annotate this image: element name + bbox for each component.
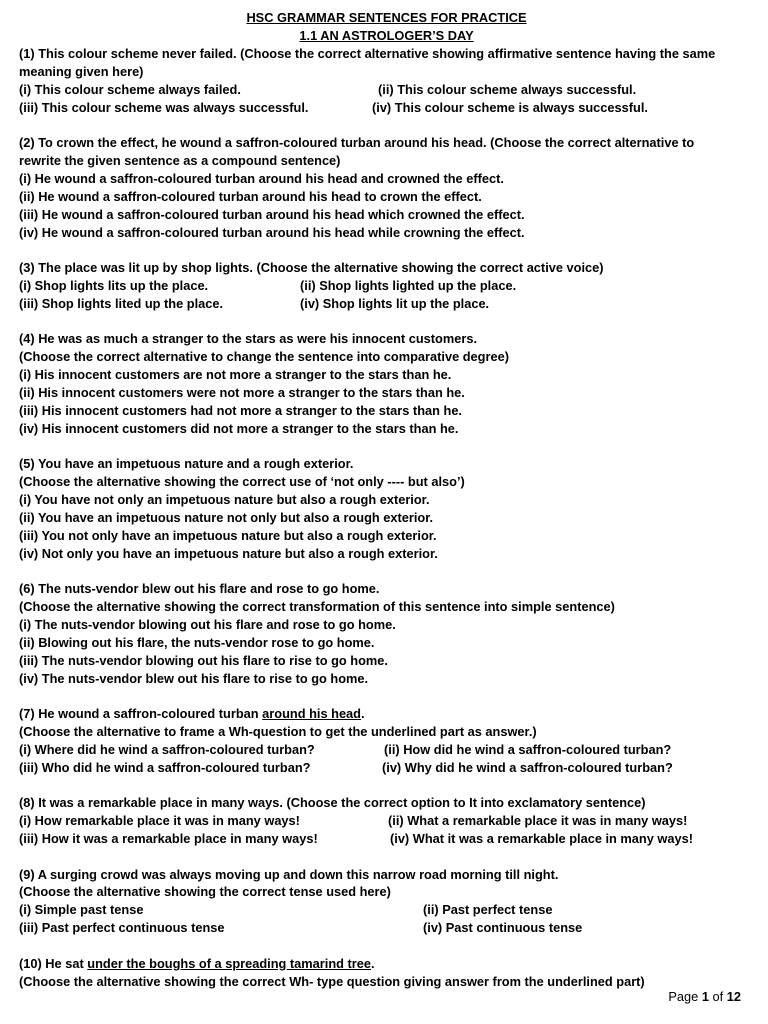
option: (iv) What it was a remarkable place in many ways! — [390, 831, 693, 847]
question-text — [19, 705, 754, 723]
option-row — [19, 812, 754, 830]
option: (i) Where did he wind a saffron-coloured turban? — [19, 741, 315, 757]
option: (ii) He wound a saffron-coloured turban around his head to crown the effect. — [19, 188, 482, 204]
question-3 — [19, 259, 754, 313]
option: (i) Simple past tense — [19, 902, 144, 918]
option-row — [19, 81, 754, 99]
option: (i) His innocent customers are not more a stranger to the stars than he. — [19, 367, 452, 383]
option-row — [19, 901, 754, 919]
page-number — [668, 988, 741, 1006]
question-text: (Choose the correct alternative to change the sentence into comparative degree) — [19, 349, 509, 365]
question-4 — [19, 330, 754, 437]
option: (iv) Past continuous tense — [423, 920, 583, 936]
question-5 — [19, 455, 754, 562]
option: (ii) What a remarkable place it was in many ways! — [388, 813, 688, 829]
option: (i) This colour scheme always failed. — [19, 81, 241, 97]
question-text: rewrite the given sentence as a compound sentence) — [19, 153, 341, 169]
question-text: (Choose the alternative showing the correct use of ‘not only ---- but also’) — [19, 474, 465, 490]
option: (i) The nuts-vendor blowing out his flare and rose to go home. — [19, 617, 396, 633]
question-text: (Choose the alternative showing the correct transformation of this sentence into simple sentence) — [19, 599, 615, 615]
option: (iii) Past perfect continuous tense — [19, 920, 225, 936]
underlined-phrase: under the boughs of a spreading tamarind tree — [87, 955, 371, 971]
question-text: (3) The place was lit up by shop lights. (Choose the alternative showing the correct active voice) — [19, 260, 604, 276]
option: (iii) You not only have an impetuous nature but also a rough exterior. — [19, 527, 437, 543]
option: (iii) The nuts-vendor blowing out his flare to rise to go home. — [19, 652, 388, 668]
option: (iv) Shop lights lit up the place. — [300, 295, 490, 311]
question-text: (8) It was a remarkable place in many ways. (Choose the correct option to It into exclamatory sentence) — [19, 795, 646, 811]
question-8 — [19, 794, 754, 848]
question-text: (2) To crown the effect, he wound a saffron-coloured turban around his head. (Choose the correct alternative to — [19, 135, 695, 151]
question-text: meaning given here) — [19, 63, 144, 79]
question-6 — [19, 580, 754, 687]
option: (ii) You have an impetuous nature not only but also a rough exterior. — [19, 509, 434, 525]
question-2 — [19, 134, 754, 241]
option: (iv) Not only you have an impetuous nature but also a rough exterior. — [19, 545, 438, 561]
option-row — [19, 919, 754, 937]
document-title: HSC GRAMMAR SENTENCES FOR PRACTICE — [246, 10, 527, 25]
page-of: of — [712, 989, 724, 1004]
option-row — [19, 277, 754, 295]
option: (ii) His innocent customers were not more a stranger to the stars than he. — [19, 385, 465, 401]
option-row — [19, 295, 754, 313]
document-subtitle: 1.1 AN ASTROLOGER’S DAY — [299, 28, 474, 43]
option: (iii) His innocent customers had not more a stranger to the stars than he. — [19, 402, 462, 418]
option: (iii) Shop lights lited up the place. — [19, 295, 224, 311]
question-text: (4) He was as much a stranger to the stars as were his innocent customers. — [19, 331, 478, 347]
question-text: (5) You have an impetuous nature and a rough exterior. — [19, 456, 354, 472]
option-row — [19, 99, 754, 117]
option: (iv) The nuts-vendor blew out his flare to rise to go home. — [19, 670, 369, 686]
question-1 — [19, 45, 754, 117]
option: (iv) Why did he wind a saffron-coloured turban? — [382, 759, 673, 775]
option: (i) How remarkable place it was in many ways! — [19, 813, 300, 829]
option: (ii) Shop lights lighted up the place. — [300, 277, 517, 293]
page-label: Page — [668, 989, 699, 1004]
question-text: (Choose the alternative showing the correct tense used here) — [19, 884, 391, 900]
option: (iii) This colour scheme was always successful. — [19, 99, 309, 115]
option: (i) You have not only an impetuous nature but also a rough exterior. — [19, 492, 430, 508]
option: (iii) He wound a saffron-coloured turban around his head which crowned the effect. — [19, 206, 525, 222]
question-10 — [19, 955, 754, 991]
question-7 — [19, 705, 754, 777]
option: (ii) How did he wind a saffron-coloured turban? — [384, 741, 672, 757]
question-text: (6) The nuts-vendor blew out his flare and rose to go home. — [19, 581, 380, 597]
option: (iv) This colour scheme is always successful. — [372, 99, 648, 115]
question-text-part: (7) He wound a saffron-coloured turban — [19, 706, 263, 722]
option: (i) He wound a saffron-coloured turban around his head and crowned the effect. — [19, 170, 504, 186]
question-text-part: . — [361, 706, 365, 722]
option-row — [19, 759, 754, 777]
question-text-part: . — [370, 955, 375, 971]
question-text: (9) A surging crowd was always moving up and down this narrow road morning till night. — [19, 866, 559, 882]
question-text — [19, 955, 754, 973]
option-row — [19, 830, 754, 848]
underlined-phrase: around his head — [262, 706, 361, 722]
option: (ii) Blowing out his flare, the nuts-vendor rose to go home. — [19, 634, 375, 650]
question-text: (1) This colour scheme never failed. (Choose the correct alternative showing affirmative sentence having the same — [19, 46, 716, 61]
question-text-part: (10) He sat — [19, 955, 88, 971]
option: (iv) He wound a saffron-coloured turban around his head while crowning the effect. — [19, 224, 525, 240]
option-row — [19, 741, 754, 759]
question-text: (Choose the alternative showing the correct Wh- type question giving answer from the underlined part) — [19, 973, 645, 989]
question-9 — [19, 866, 754, 938]
option: (ii) Past perfect tense — [423, 902, 553, 918]
option: (i) Shop lights lits up the place. — [19, 277, 209, 293]
option: (ii) This colour scheme always successful. — [378, 81, 637, 97]
page-current: 1 — [701, 989, 709, 1004]
question-text: (Choose the alternative to frame a Wh-question to get the underlined part as answer.) — [19, 724, 537, 740]
option: (iv) His innocent customers did not more a stranger to the stars than he. — [19, 420, 459, 436]
option: (iii) How it was a remarkable place in many ways! — [19, 831, 318, 847]
page-total: 12 — [726, 989, 741, 1004]
option: (iii) Who did he wind a saffron-coloured turban? — [19, 759, 311, 775]
